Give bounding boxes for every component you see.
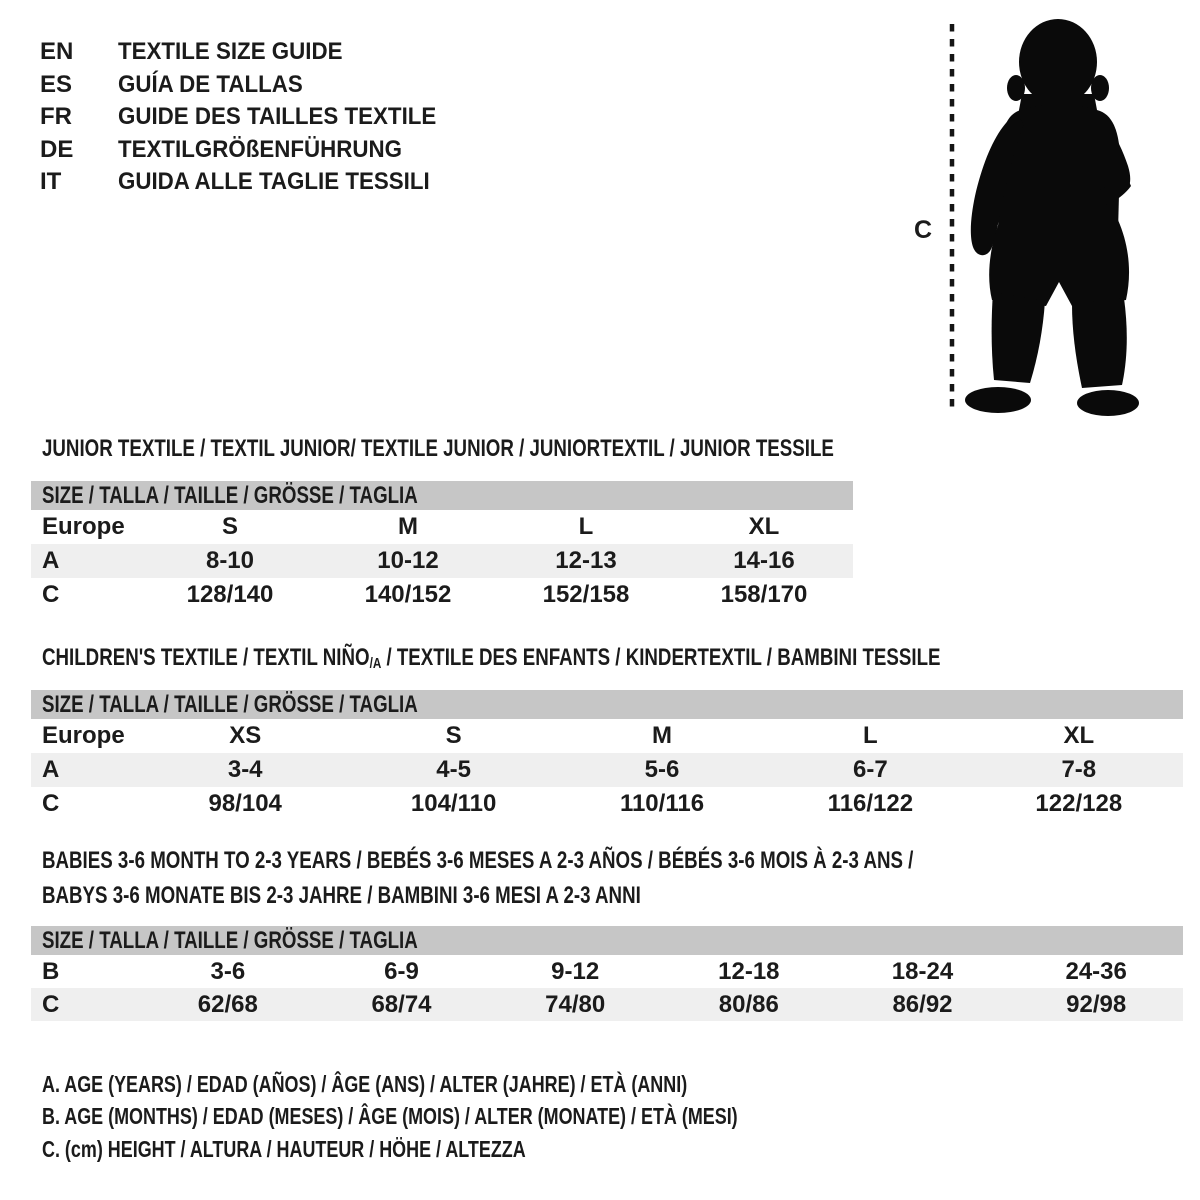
language-label: GUIDA ALLE TAGLIE TESSILI [118,168,430,196]
language-label: GUÍA DE TALLAS [118,70,303,98]
legend-line-b: B. AGE (MONTHS) / EDAD (MESES) / ÂGE (MOIS) / ALTER (MONATE) / ETÀ (MESI) [42,1103,738,1130]
children-size-table [31,690,1183,821]
section-title-junior: JUNIOR TEXTILE / TEXTIL JUNIOR/ TEXTILE JUNIOR / JUNIORTEXTIL / JUNIOR TESSILE [42,435,834,462]
table-row-height: C 62/68 68/74 74/80 80/86 86/92 92/98 [31,988,1183,1021]
size-header-bar: SIZE / TALLA / TAILLE / GRÖSSE / TAGLIA [31,481,853,510]
language-row-es [40,69,460,102]
language-label: TEXTILE SIZE GUIDE [118,38,343,66]
table-row-europe: Europe XS S M L XL [42,722,1095,749]
language-code: IT [40,168,62,196]
language-label: TEXTILGRÖßENFÜHRUNG [118,135,402,163]
section-title-babies: BABIES 3-6 MONTH TO 2-3 YEARS / BEBÉS 3-6 MESES A 2-3 AÑOS / BÉBÉS 3-6 MOIS À 2-3 ANS / BABYS 3-6 MONATE BIS 2-3 JAHRE / BAMBINI 3-6 MESI A 2-3 ANNI [42,847,914,909]
language-row-en [40,36,460,69]
legend-line-c: C. (cm) HEIGHT / ALTURA / HAUTEUR / HÖHE / ALTEZZA [42,1135,526,1162]
size-header-bar: SIZE / TALLA / TAILLE / GRÖSSE / TAGLIA [31,690,1183,719]
language-code: ES [40,70,73,98]
language-code: DE [40,135,74,163]
table-row-age: A 8-10 10-12 12-13 14-16 [31,544,853,578]
toddler-silhouette-icon [910,14,1150,424]
size-header-bar: SIZE / TALLA / TAILLE / GRÖSSE / TAGLIA [31,926,1183,955]
junior-size-table [31,481,853,612]
table-row-months: B 3-6 6-9 9-12 12-18 18-24 24-36 [42,957,1127,985]
language-row-fr [40,101,460,134]
babies-size-table [31,926,1183,1021]
language-row-it [40,166,460,199]
language-code: EN [40,38,74,66]
language-label: GUIDE DES TAILLES TEXTILE [118,103,437,131]
table-row-height: C 98/104 104/110 110/116 116/122 122/128 [42,790,1123,817]
legend [42,1068,934,1166]
language-code: FR [40,103,72,131]
height-measure-label: C [914,216,933,244]
table-row-europe: Europe S M L XL [42,513,780,540]
language-row-de [40,134,460,167]
language-list [40,36,460,199]
section-title-children: CHILDREN'S TEXTILE / TEXTIL NIÑO/A / TEXTILE DES ENFANTS / KINDERTEXTIL / BAMBINI TESSILE [42,644,941,672]
table-row-age: A 3-4 4-5 5-6 6-7 7-8 [31,753,1183,787]
table-row-height: C 128/140 140/152 152/158 158/170 [42,581,808,608]
nino-a-subscript: /A [369,655,382,672]
legend-line-a: A. AGE (YEARS) / EDAD (AÑOS) / ÂGE (ANS) / ALTER (JAHRE) / ETÀ (ANNI) [42,1070,688,1097]
